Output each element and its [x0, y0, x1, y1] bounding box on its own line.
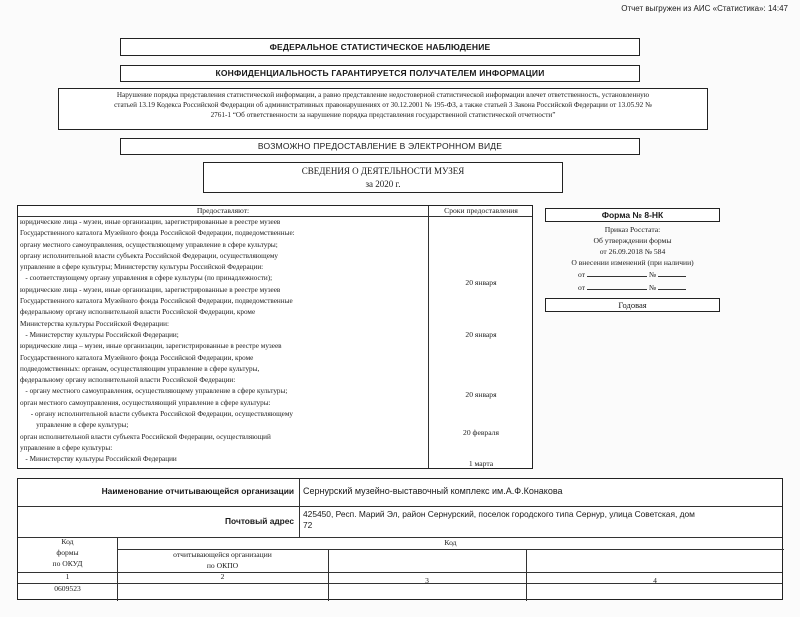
- violation-line-2: статьей 13.19 Кодекса Российской Федерации об административных правонарушениях от 30.12.2001 № 195-ФЗ, а также статьей 3 Закона Российской Федерации от 13.05.92 №: [114, 100, 652, 109]
- violation-line-3: 2761-1 “Об ответственности за нарушение порядка представления государственной статистической отчетности”: [210, 110, 556, 119]
- order-line-4: О внесении изменений (при наличии): [571, 258, 694, 267]
- federal-observation-title: ФЕДЕРАЛЬНОЕ СТАТИСТИЧЕСКОЕ НАБЛЮДЕНИЕ: [269, 42, 491, 52]
- report-year: за 2020 г.: [365, 179, 401, 189]
- code-header: Код: [444, 538, 457, 547]
- submitter-line: юридические лица - музеи, иные организации, зарегистрированные в реестре музеев: [20, 218, 281, 226]
- okpo-header: [117, 550, 328, 571]
- codes-v3: [526, 549, 527, 601]
- deadline-3: 20 января: [465, 390, 497, 399]
- order-line-3: от 26.09.2018 № 584: [599, 247, 666, 256]
- form-number-box: [545, 208, 720, 222]
- submitter-line: - органу исполнительной власти субъекта Российской Федерации, осуществляющему: [20, 410, 293, 419]
- submitter-line: Государственного каталога Музейного фонда Российской Федерации, подведомственные:: [20, 229, 295, 238]
- okpo-header-line: отчитывающейся организации: [173, 550, 272, 559]
- submitter-line: управление в сфере культуры;: [20, 421, 129, 430]
- org-divider-h1: [18, 506, 782, 507]
- submitter-line: федеральному органу исполнительной власти Российской Федерации:: [20, 376, 236, 385]
- org-name-label: Наименование отчитывающейся организации: [101, 486, 294, 496]
- codes-v2: [328, 549, 329, 601]
- submitter-line: подведомственных: органам, осуществляющим управление в сфере культуры,: [20, 364, 260, 373]
- col-number-2: 2: [220, 572, 225, 581]
- submitter-line: орган местного самоуправления, осуществляющий управление в сфере культуры:: [20, 398, 271, 407]
- deadline-1: 20 января: [465, 278, 497, 287]
- electronic-box: [120, 138, 640, 155]
- deadline-4: 20 февраля: [463, 428, 499, 437]
- report-title-box: [203, 162, 563, 193]
- amendment-row-1: [578, 268, 718, 280]
- periodicity-box: [545, 298, 720, 312]
- address-label: Почтовый адрес: [225, 516, 294, 526]
- okud-header-line: формы: [56, 548, 79, 557]
- violation-notice-box: [58, 88, 708, 130]
- amendment-row-2: [578, 281, 718, 293]
- okud-header-line: Код: [61, 537, 74, 546]
- submitter-line: орган исполнительной власти субъекта Российской Федерации, осуществляющий: [20, 432, 271, 441]
- from-label: от: [578, 283, 586, 292]
- submitter-line: Государственного каталога Музейного фонда Российской Федерации, подведомственные: [20, 297, 293, 306]
- submitter-line: органу исполнительной власти субъекта Российской Федерации, осуществляющему: [20, 251, 279, 260]
- submitters-table: [17, 205, 533, 469]
- form-number: Форма № 8-НК: [601, 210, 664, 220]
- col-number-4: 4: [653, 576, 657, 585]
- col-number-1: 1: [65, 572, 70, 581]
- deadline-2: 20 января: [465, 330, 497, 339]
- org-divider-vertical: [299, 479, 300, 537]
- federal-observation-box: [120, 38, 640, 56]
- periodicity: Годовая: [618, 300, 647, 310]
- okud-header: [18, 536, 117, 569]
- submitter-line: - Министерству культуры Российской Федерации;: [20, 330, 179, 339]
- order-line-1: Приказ Росстата:: [604, 225, 661, 234]
- okpo-header-line: по ОКПО: [206, 560, 239, 570]
- electronic-text: ВОЗМОЖНО ПРЕДОСТАВЛЕНИЕ В ЭЛЕКТРОННОМ ВИДЕ: [257, 141, 503, 151]
- number-label: №: [648, 270, 657, 279]
- form-order-block: [540, 224, 725, 268]
- organization-table: [17, 478, 783, 600]
- report-title: СВЕДЕНИЯ О ДЕЯТЕЛЬНОСТИ МУЗЕЯ: [301, 166, 465, 176]
- org-name-value: Сернурский музейно-выставочный комплекс им.А.Ф.Конакова: [303, 486, 563, 496]
- submitter-line: федеральному органу исполнительной власти Российской Федерации, кроме: [20, 308, 256, 317]
- submitter-line: управление в сфере культуры:: [20, 443, 113, 452]
- submitter-line: - Министерству культуры Российской Федерации: [20, 455, 177, 464]
- deadline-5: 1 марта: [468, 459, 494, 468]
- address-value: 425450, Респ. Марий Эл, район Сернурский, поселок городского типа Сернур, улица Советская, дом 72: [303, 509, 695, 530]
- col-number-3: 3: [425, 576, 429, 585]
- number-label: №: [648, 283, 657, 292]
- submitter-line: Министерства культуры Российской Федерации:: [20, 319, 169, 328]
- submitter-line: юридические лица - музеи, иные организации, зарегистрированные в реестре музеев: [20, 285, 281, 294]
- order-line-2: Об утверждении формы: [593, 236, 672, 245]
- confidentiality-text: КОНФИДЕНЦИАЛЬНОСТЬ ГАРАНТИРУЕТСЯ ПОЛУЧАТЕЛЕМ ИНФОРМАЦИИ: [215, 68, 545, 78]
- submitters-header: Предоставляют:: [196, 206, 250, 215]
- from-label: от: [578, 270, 586, 279]
- violation-line-1: Нарушение порядка представления статистической информации, а равно представление недостоверной статистической информации влечет ответственность, установленную: [116, 91, 650, 99]
- okud-header-line: по ОКУД: [52, 559, 83, 568]
- submitter-line: - соответствующему органу управления в сфере культуры (по принадлежности);: [20, 274, 273, 283]
- okud-value: 0609523: [54, 584, 81, 593]
- submitter-line: управление в сфере культуры; Министерству культуры Российской Федерации:: [20, 263, 264, 272]
- export-note: Отчет выгружен из АИС «Статистика»: 14:47: [621, 4, 788, 13]
- confidentiality-box: [120, 65, 640, 82]
- submitters-body: [20, 217, 426, 466]
- submitter-line: - органу местного самоуправления, осуществляющему управление в сфере культуры;: [20, 387, 288, 396]
- submitter-line: Государственного каталога Музейного фонда Российской Федерации, кроме: [20, 353, 254, 362]
- submitter-line: органу местного самоуправления, осуществляющему управление в сфере культуры;: [20, 240, 278, 249]
- deadlines-header: Сроки предоставления: [444, 206, 518, 215]
- submitter-line: юридические лица – музеи, иные организации, зарегистрированные в реестре музеев: [20, 342, 282, 351]
